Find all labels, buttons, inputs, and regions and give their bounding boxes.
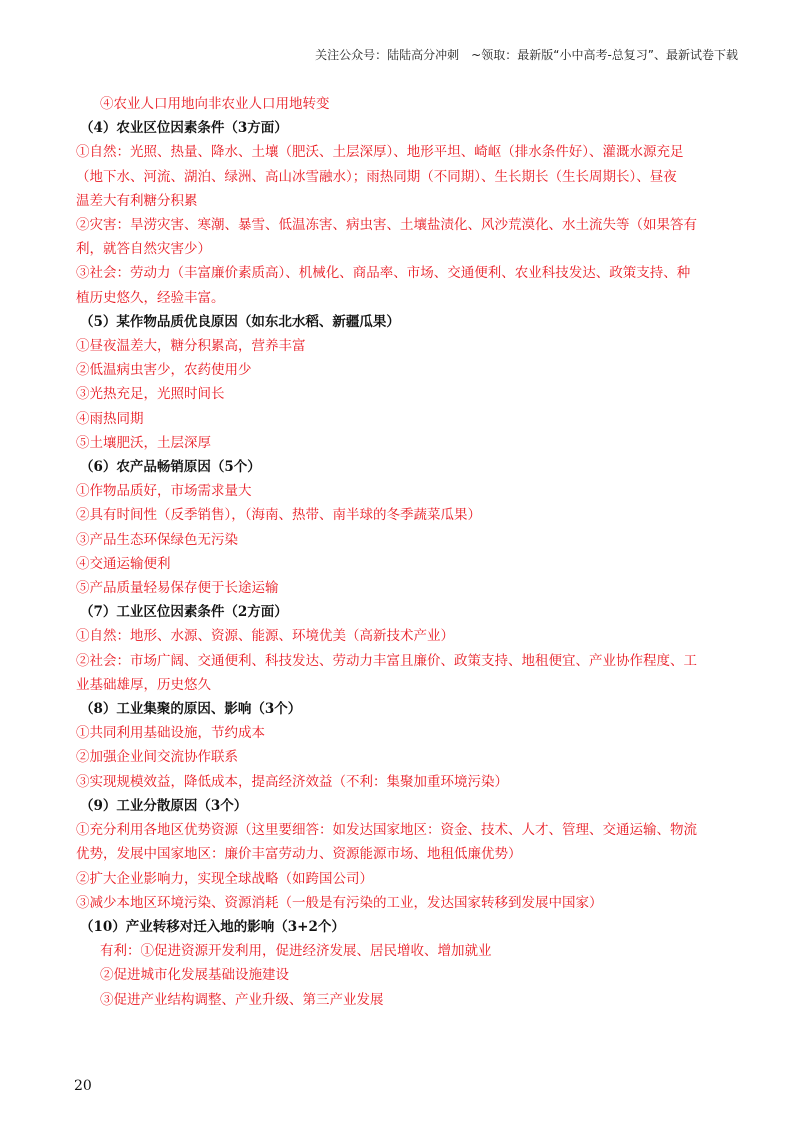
body-text-line: ②加强企业间交流协作联系 [76,749,238,766]
body-text-line: ④雨热同期 [76,410,144,427]
body-text-line: ②灾害：旱涝灾害、寒潮、暴雪、低温冻害、病虫害、土壤盐渍化、风沙荒漠化、水土流失等（如果答有 [76,217,697,234]
section-heading: （10）产业转移对迁入地的影响（3+2个） [80,918,345,935]
body-text-line: ⑤土壤肥沃，土层深厚 [76,434,211,451]
body-text-line: ⑤产品质量轻易保存便于长途运输 [76,580,279,597]
body-text-line: ④农业人口用地向非农业人口用地转变 [100,96,330,112]
section-heading: （5）某作物品质优良原因（如东北水稻、新疆瓜果） [80,313,400,330]
body-text-line: ①作物品质好，市场需求量大 [76,483,252,500]
page-header: 关注公众号：陆陆高分冲刺 ~领取：最新版“小中高考-总复习”、最新试卷下载 [315,48,738,62]
body-text-line: ②扩大企业影响力，实现全球战略（如跨国公司） [76,870,373,887]
section-heading: （6）农产品畅销原因（5个） [80,459,261,476]
body-text-line: ①昼夜温差大，糖分积累高，营养丰富 [76,338,306,355]
body-text-line: 温差大有利糖分积累 [76,192,198,209]
body-text-line: 业基础雄厚，历史悠久 [76,676,211,693]
body-text-line: ②社会：市场广阔、交通便利、科技发达、劳动力丰富且廉价、政策支持、地租便宜、产业协作程度、工 [76,652,697,669]
body-text-line: ①共同利用基础设施，节约成本 [76,725,265,742]
section-heading: （4）农业区位因素条件（3方面） [80,120,288,137]
body-text-line: ③光热充足，光照时间长 [76,386,225,403]
body-text-line: ①自然：光照、热量、降水、土壤（肥沃、土层深厚）、地形平坦、崎岖（排水条件好）、灌溉水源充足 [76,144,684,161]
section-heading: （9）工业分散原因（3个） [80,797,248,814]
body-text-line: ③促进产业结构调整、产业升级、第三产业发展 [100,991,384,1008]
body-text-line: ③产品生态环保绿色无污染 [76,531,238,548]
body-text-line: ③实现规模效益，降低成本，提高经济效益（不利：集聚加重环境污染） [76,773,508,790]
body-text-line: ③社会：劳动力（丰富廉价素质高）、机械化、商品率、市场、交通便利、农业科技发达、政策支持、种 [76,265,691,282]
body-text-line: ③减少本地区环境污染、资源消耗（一般是有污染的工业，发达国家转移到发展中国家） [76,894,603,911]
body-text-line: ①自然：地形、水源、资源、能源、环境优美（高新技术产业） [76,628,454,645]
body-text-line: 利，就答自然灾害少） [76,241,211,258]
body-text-line: （地下水、河流、湖泊、绿洲、高山冰雪融水）；雨热同期（不同期）、生长期长（生长周期长）、昼夜 [76,168,677,185]
body-text-line: 植历史悠久，经验丰富。 [76,289,225,306]
section-heading: （8）工业集聚的原因、影响（3个） [80,701,302,718]
body-text-line: ②促进城市化发展基础设施建设 [100,967,289,984]
section-heading: （7）工业区位因素条件（2方面） [80,604,288,621]
page-number: 20 [74,1078,92,1094]
document-body [76,92,726,1012]
body-text-line: 优势，发展中国家地区：廉价丰富劳动力、资源能源市场、地租低廉优势） [76,846,522,863]
body-text-line: ②低温病虫害少，农药使用少 [76,362,252,379]
body-text-line: ②具有时间性（反季销售），（海南、热带、南半球的冬季蔬菜瓜果） [76,507,481,524]
body-text-line: ①充分利用各地区优势资源（这里要细答：如发达国家地区：资金、技术、人才、管理、交通运输、物流 [76,822,697,839]
body-text-line: ④交通运输便利 [76,555,171,572]
body-text-line: 有利：①促进资源开发利用，促进经济发展、居民增收、增加就业 [100,943,492,960]
